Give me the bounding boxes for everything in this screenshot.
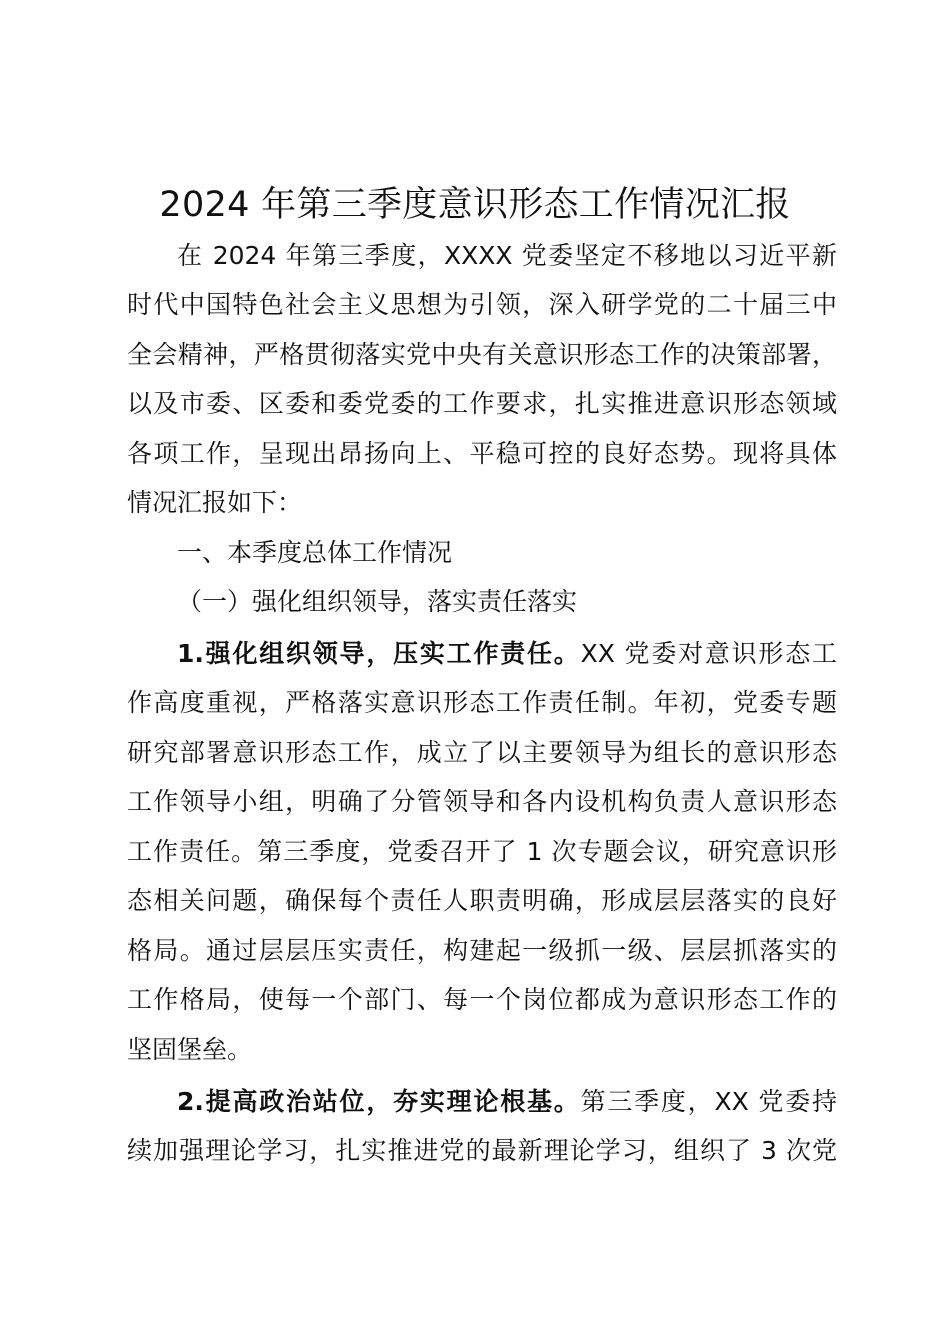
item2-line-2: 续加强理论学习，扎实推进党的最新理论学习，组织了 3 次党: [127, 1136, 837, 1165]
item1-line-8: 工作格局，使每一个部门、每一个岗位都成为意识形态工作的: [127, 985, 837, 1014]
item1-line-6: 态相关问题，确保每个责任人职责明确，形成层层落实的良好: [127, 886, 837, 915]
item1-line-7: 格局。通过层层压实责任，构建起一级抓一级、层层抓落实的: [127, 936, 837, 965]
item1-line-2: 作高度重视，严格落实意识形态工作责任制。年初，党委专题: [127, 688, 837, 717]
intro-line-5: 各项工作，呈现出昂扬向上、平稳可控的良好态势。现将具体: [127, 439, 837, 468]
subsection-heading: （一）强化组织领导，落实责任落实: [177, 587, 578, 616]
intro-line-6: 情况汇报如下：: [127, 488, 303, 517]
intro-line-1: 在 2024 年第三季度，XXXX 党委坚定不移地以习近平新: [177, 241, 837, 270]
item2-first-line: [177, 1084, 837, 1120]
item2-bold-lead: 2.提高政治站位，夯实理论根基。: [177, 1087, 581, 1116]
intro-line-4: 以及市委、区委和委党委的工作要求，扎实推进意识形态领域: [127, 389, 837, 418]
intro-line-3: 全会精神，严格贯彻落实党中央有关意识形态工作的决策部署，: [127, 340, 837, 369]
intro-line-2: 时代中国特色社会主义思想为引领，深入研学党的二十届三中: [127, 290, 837, 319]
section-heading: 一、本季度总体工作情况: [177, 538, 453, 567]
document-title: 2024 年第三季度意识形态工作情况汇报: [159, 185, 791, 225]
item1-first-rest: XX 党委对意识形态工: [580, 639, 837, 668]
item1-line-5: 工作责任。第三季度，党委召开了 1 次专题会议，研究意识形: [127, 837, 837, 866]
item1-first-line: [177, 636, 837, 672]
item2-first-rest: 第三季度，XX 党委持: [580, 1087, 837, 1116]
item1-line-3: 研究部署意识形态工作，成立了以主要领导为组长的意识形态: [127, 738, 837, 767]
item1-bold-lead: 1.强化组织领导，压实工作责任。: [177, 639, 581, 668]
item1-line-9: 坚固堡垒。: [127, 1035, 253, 1064]
item1-line-4: 工作领导小组，明确了分管领导和各内设机构负责人意识形态: [127, 787, 837, 816]
